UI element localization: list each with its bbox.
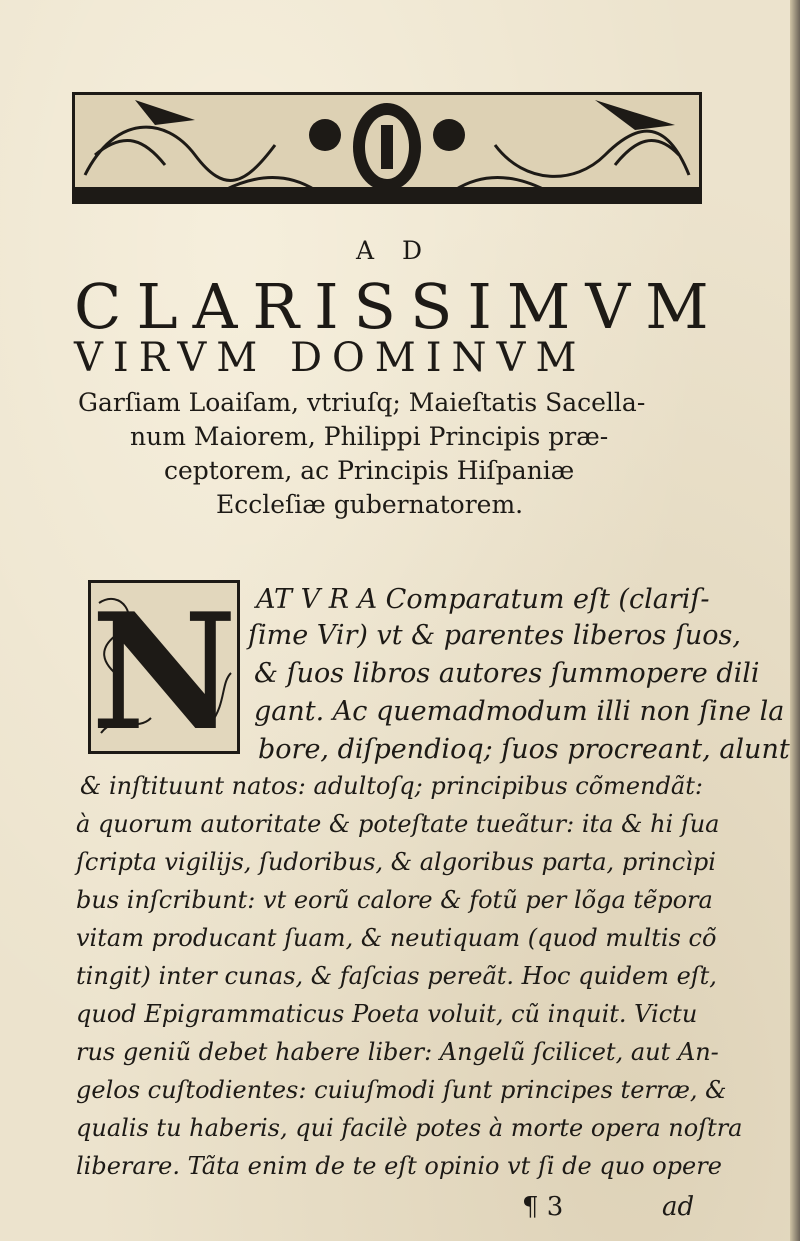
body-line: bore, diſpendioq; ſuos procreant, alunt xyxy=(258,734,790,765)
address-line: Garſiam Loaiſam, vtriuſq; Maieſtatis Sacella- xyxy=(78,388,646,417)
body-line: quod Epigrammaticus Poeta voluit, cũ inquit. Victu xyxy=(76,1000,698,1028)
body-line: & ſuos libros autores ſummopere dili xyxy=(254,658,760,689)
woodcut-headpiece xyxy=(72,92,702,204)
body-line: gant. Ac quemadmodum illi non ſine la xyxy=(254,696,785,727)
body-line: qualis tu haberis, qui facilè potes à morte opera noſtra xyxy=(76,1114,743,1142)
address-line: ceptorem, ac Principis Hiſpaniæ xyxy=(164,456,575,485)
heading-virum-dominum: VIRVM DOMINVM xyxy=(74,335,587,381)
body-line: rus geniũ debet habere liber: Angelũ ſcilicet, aut An- xyxy=(76,1038,719,1066)
body-line: ſcripta vigilijs, ſudoribus, & algoribus parta, princìpi xyxy=(76,848,716,876)
heading-ad: A D xyxy=(356,236,433,265)
heading-clarissimum: CLARISSIMVM xyxy=(74,270,724,343)
body-line: à quorum autoritate & poteſtate tueãtur: ita & hi ſua xyxy=(76,810,720,838)
body-line: gelos cuſtodientes: cuiuſmodi ſunt principes terræ, & xyxy=(76,1076,727,1104)
initial-letter: N xyxy=(91,583,237,751)
body-line: & inſtituunt natos: adultoſq; principibus cõmendãt: xyxy=(80,772,703,800)
body-line: vitam producant ſuam, & neutiquam (quod multis cõ xyxy=(76,924,717,952)
signature-mark: ¶ 3 xyxy=(522,1192,564,1222)
page-edge xyxy=(790,0,800,1241)
body-line: AT V R A Comparatum eſt (clariſ- xyxy=(256,584,710,615)
address-line: Eccleſiæ gubernatorem. xyxy=(216,490,524,519)
body-line: ſime Vir) vt & parentes liberos ſuos, xyxy=(248,620,741,651)
address-line: num Maiorem, Philippi Principis præ- xyxy=(130,422,609,451)
decorated-initial xyxy=(88,580,240,754)
body-line: bus inſcribunt: vt eorũ calore & fotũ per lõga tẽpora xyxy=(76,886,713,914)
body-line: liberare. Tãta enim de te eſt opinio vt ſi de quo opere xyxy=(76,1152,722,1180)
catchword: ad xyxy=(662,1192,695,1222)
body-line: tingit) inter cunas, & faſcias pereãt. Hoc quidem eſt, xyxy=(76,962,717,990)
